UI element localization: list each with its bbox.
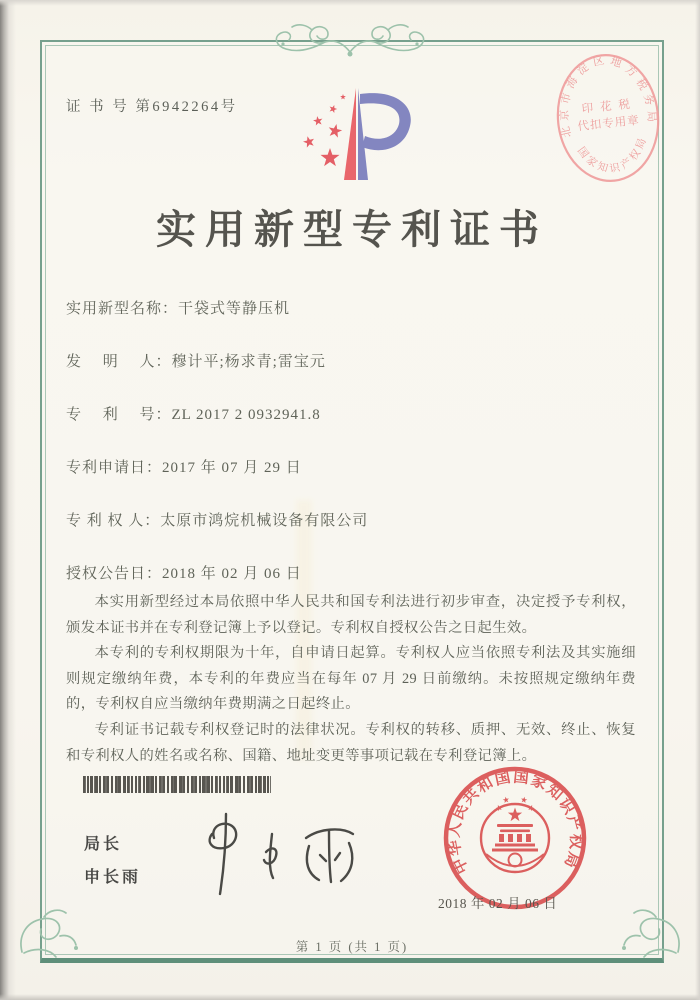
field-value: 干袋式等静压机 xyxy=(178,301,291,317)
seal-date: 2018 年 02 月 06 日 xyxy=(438,896,558,911)
tax-stamp-arc-top-text: 北京市海淀区地方税务局 xyxy=(558,54,658,139)
legal-text-block xyxy=(66,590,636,769)
page-footer: 第 1 页 (共 1 页) xyxy=(295,940,409,954)
field-label: 发 明 人： xyxy=(66,354,172,370)
field-row-inventors xyxy=(66,351,606,373)
field-value: 太原市鸿烷机械设备有限公司 xyxy=(160,513,369,529)
tax-stamp-line2: 代扣专用章 xyxy=(576,114,641,134)
field-value: 2018 年 02 月 06 日 xyxy=(162,566,302,582)
scan-edge-right xyxy=(695,0,700,1000)
field-row-patentee xyxy=(66,510,606,532)
field-value: 2017 年 07 月 29 日 xyxy=(162,460,302,476)
field-label: 实用新型名称： xyxy=(66,301,179,317)
certificate-number: 证 书 号 第6942264号 xyxy=(66,99,238,115)
top-border-ornament-icon xyxy=(265,22,435,62)
field-label: 专 利 号： xyxy=(66,407,172,423)
body-paragraph-3: 专利证书记载专利权登记时的法律状况。专利权的转移、质押、无效、终止、恢复和专利权人的姓名或名称、国籍、地址变更等事项记载在专利登记簿上。 xyxy=(66,721,636,764)
official-seal xyxy=(440,763,590,913)
certificate-title: 实用新型专利证书 xyxy=(156,207,548,252)
field-value: ZL 2017 2 0932941.8 xyxy=(171,407,321,423)
field-row-patent-number xyxy=(66,404,606,426)
body-paragraph-2: 本专利的专利权期限为十年，自申请日起算。专利权人应当依照专利法及其实施细则规定缴纳年费，本专利的年费应当在每年 07 月 29 日前缴纳。未按照规定缴纳年费的，专利权自应当缴纳年费期满之日起终止。 xyxy=(66,645,636,713)
seal-ring-text: 中华人民共和国国家知识产权局 xyxy=(445,768,585,877)
field-label: 授权公告日： xyxy=(66,566,163,582)
scan-edge-top xyxy=(0,0,700,6)
signer-name: 申长雨 xyxy=(84,869,142,886)
signer-block xyxy=(84,831,141,897)
field-row-application-date xyxy=(66,457,606,479)
field-label: 专 利 权 人： xyxy=(66,513,161,529)
director-signature-icon xyxy=(180,808,380,900)
tax-stamp-line1: 印 花 税 xyxy=(581,98,633,116)
certificate-fields xyxy=(66,298,606,616)
field-row-grant-date xyxy=(66,563,606,585)
barcode xyxy=(83,776,271,793)
field-row-utility-model-name xyxy=(66,298,606,320)
scan-edge-bottom xyxy=(0,994,700,1000)
svg-text:中华人民共和国国家知识产权局 xyxy=(444,767,586,877)
field-value: 穆计平;杨求青;雷宝元 xyxy=(171,354,326,370)
scan-edge-left xyxy=(0,0,16,1000)
field-label: 专利申请日： xyxy=(66,460,163,476)
tax-stamp-seal xyxy=(543,42,673,193)
cnipa-logo-icon xyxy=(296,84,420,184)
tax-stamp-arc-bottom-text: 国家知识产权局 xyxy=(574,137,649,176)
national-emblem-icon xyxy=(481,796,549,872)
body-paragraph-1: 本实用新型经过本局依照中华人民共和国专利法进行初步审查，决定授予专利权，颁发本证书并在专利登记簿上予以登记。专利权自授权公告之日起生效。 xyxy=(66,594,636,636)
signer-title: 局长 xyxy=(84,836,123,853)
